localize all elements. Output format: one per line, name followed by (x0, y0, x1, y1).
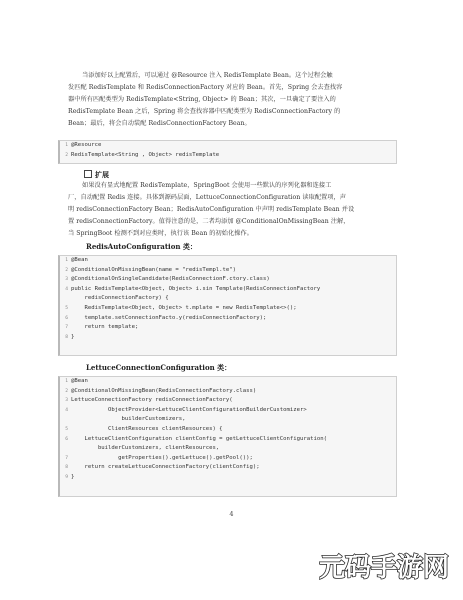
code-text: ClientResources clientResources) { (71, 425, 223, 432)
code-line (60, 256, 396, 266)
code-line (60, 377, 396, 387)
paragraph-line: Bean；最后，将会自动装配 RedisConnectionFactory Bean。 (68, 120, 251, 127)
line-number: 5 (65, 305, 68, 311)
line-number: 4 (65, 407, 68, 413)
code-text: RedisTemplate<String , Object> redisTemplate (71, 151, 220, 158)
site-watermark-logo (319, 548, 449, 586)
code-text: ObjectProvider<LettuceClientConfigurationBuilderCustomizer> (71, 406, 307, 413)
code-line (60, 454, 396, 464)
checkbox-bullet-icon (84, 170, 92, 178)
line-number: 1 (65, 379, 68, 384)
extension-paragraph (68, 180, 398, 240)
code-text: getProperties().getLettuce().getPool()); (71, 454, 253, 461)
code-text: redisConnectionFactory) { (71, 295, 169, 302)
code-line (60, 387, 396, 397)
line-number: 3 (65, 398, 68, 404)
code-text: return template; (71, 324, 139, 331)
code-text: } (71, 473, 75, 480)
code-text: RedisTemplate<Object, Object> t.mplate = new RedisTemplate<>(); (71, 304, 297, 311)
line-number: 2 (65, 388, 68, 394)
paragraph-line: RedisTemplate Bean 之后，Spring 将会查找容器中匹配类型为 RedisConnectionFactory 的 (68, 108, 341, 115)
paragraph-line: 发匹配 RedisTemplate 和 RedisConnectionFactory 对应的 Bean。首先，Spring 会去查找容 (68, 84, 343, 91)
paragraph-line: 当 SpringBoot 检测不到对应类时，执行该 Bean 的初始化操作。 (68, 230, 253, 237)
line-number: 1 (65, 143, 68, 148)
paragraph-line: 置 redisConnectionFactory。值得注意的是，二者均添加 @ConditionalOnMissingBean 注解， (68, 218, 350, 225)
code-line (60, 463, 396, 473)
line-number: 9 (65, 474, 68, 480)
page-number: 4 (229, 510, 234, 518)
code-block-redis-template (58, 255, 397, 356)
line-number: 2 (65, 267, 68, 273)
code-text: @Bean (71, 378, 88, 384)
code-text: public RedisTemplate<Object, Object> i.sin Template(RedisConnectionFactory (71, 285, 321, 292)
code-line (60, 304, 396, 314)
lettuce-config-label: LettuceConnectionConfiguration 类： (86, 363, 232, 372)
line-number: 2 (65, 152, 68, 158)
code-block-lettuce (58, 376, 397, 497)
paragraph-line: 当添加好以上配置后，可以通过 @Resource 注入 RedisTemplate Bean。这个过程会触 (82, 72, 333, 79)
line-number: 8 (65, 334, 68, 340)
line-number: 5 (65, 426, 68, 432)
code-text: @ConditionalOnMissingBean(RedisConnectionFactory.class) (71, 387, 257, 394)
line-number: 6 (65, 436, 68, 442)
line-number: 1 (65, 258, 68, 263)
line-number: 8 (65, 465, 68, 471)
code-text: LettuceConnectionFactory redisConnectionFactory( (71, 397, 233, 404)
line-number: 4 (65, 286, 68, 292)
code-line (60, 396, 396, 406)
watermark-text: 元码手游网 (319, 553, 449, 583)
redis-auto-config-label: RedisAutoConfiguration 类： (86, 242, 197, 251)
code-text: @ConditionalOnMissingBean(name = "redisTempl.te") (71, 266, 237, 273)
code-line (60, 266, 396, 276)
paragraph-line: 明 redisConnectionFactory Bean；RedisAutoConfiguration 中声明 redisTemplate Bean 并设 (68, 206, 355, 213)
code-line (60, 323, 396, 333)
code-line (60, 141, 396, 151)
code-line (60, 151, 396, 161)
line-number: 3 (65, 277, 68, 283)
code-block-resource (58, 140, 397, 164)
code-line (60, 435, 396, 445)
code-line (60, 275, 396, 285)
code-text: builderCustomizers, clientResources, (71, 445, 220, 452)
code-line (60, 425, 396, 435)
code-text: } (71, 333, 75, 340)
code-text: return createLettuceConnectionFactory(clientConfig); (71, 464, 260, 471)
code-line (60, 294, 396, 304)
code-line (60, 444, 396, 454)
code-line (60, 333, 396, 343)
code-text: LettuceClientConfiguration clientConfig = getLettuceClientConfiguration( (71, 435, 327, 442)
code-line (60, 314, 396, 324)
intro-paragraph (68, 70, 398, 130)
code-text: @ConditionalOnSingleCandidate(RedisConnectionF.ctory.class) (71, 276, 270, 283)
section-heading: 扩展 (84, 170, 109, 180)
paragraph-line: 器中所有匹配类型为 RedisTemplate<String, Object> 的 Bean；其次，一旦确定了要注入的 (68, 96, 336, 103)
code-line (60, 406, 396, 416)
code-line (60, 473, 396, 483)
code-text: @Resource (71, 142, 102, 148)
paragraph-line: 厂，自动配置 Redis 连接。具体到源码层面，LettuceConnectionConfiguration 读取配置项，声 (68, 194, 347, 201)
line-number: 7 (65, 325, 68, 331)
paragraph-line: 如果没有显式地配置 RedisTemplate，SpringBoot 会使用一些默认的序列化器和连接工 (82, 182, 332, 189)
code-text: builderCustomizers, (71, 416, 186, 423)
code-line (60, 415, 396, 425)
code-line (60, 285, 396, 295)
line-number: 7 (65, 455, 68, 461)
code-text: @Bean (71, 257, 88, 263)
code-text: template.setConnectionFacto.y(redisConnectionFactory); (71, 314, 267, 321)
line-number: 6 (65, 315, 68, 321)
